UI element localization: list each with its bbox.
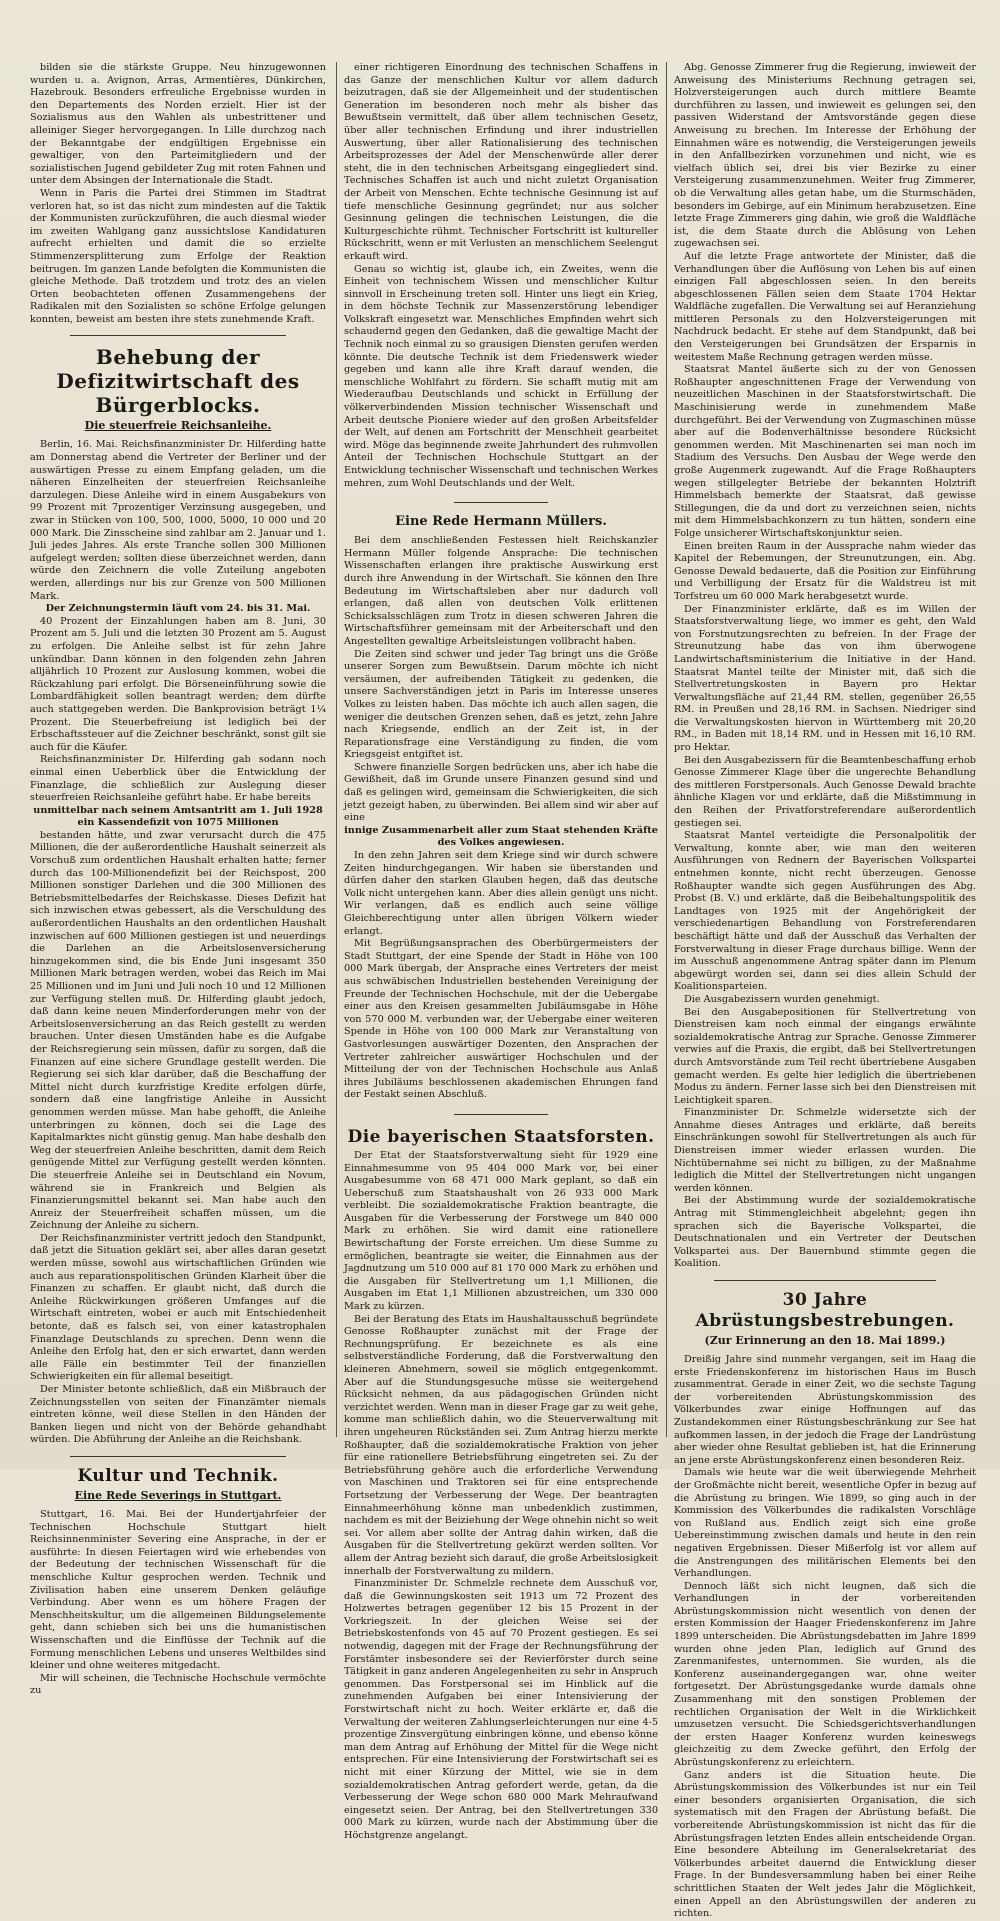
column-rule xyxy=(336,62,337,1437)
article-paragraph: Dennoch läßt sich nicht leugnen, daß sich die Verhandlungen in der vorbereitenden Abrüstungskommission nicht wesentlich von denen der ersten Kommission der Haager Friedenskonferenz im Jahre 1899 unterscheiden. Die Abrüstungsdebatten im Jahre 1899 wurden ohne jeden Plan, lediglich auf Grund des Zarenmanifestes, unternommen. Sie wurden, als die Konferenz auseinandergegangen war, ohne weiter fortgesetzt. Der Abrüstungsgedanke wurde damals ohne Zusammenhang mit den sonstigen Problemen der rechtlichen Organisation der Welt in die Wirklichkeit umzusetzen versucht. Die Schiedsgerichtsverhandlungen der ersten Haager Konferenz wurden keineswegs gleichzeitig zu dem Zwecke geführt, den Erfolg der Abrüstungskonferenz zu erleichtern. xyxy=(674,1580,976,1768)
column-left xyxy=(30,62,326,1697)
highlight-line: unmittelbar nach seinem Amtsantritt am 1. Juli 1928 ein Kassendefizit von 1075 Millionen xyxy=(33,804,323,829)
article-paragraph: Berlin, 16. Mai. Reichsfinanzminister Dr. Hilferding hatte am Donnerstag abend die Vertreter der Berliner und der auswärtigen Presse zu einem Empfang geladen, um die näheren Einzelheiten der steuerfreien Reichsanleihe darzulegen. Diese Anleihe wird in einem Ausgabekurs von 99 Prozent mit 7prozentiger Verzinsung ausgegeben, und zwar in Stücken von 100, 500, 1000, 5000, 10 000 und 20 000 Mark. Die Zinsscheine sind zahlbar am 2. Januar und 1. Juli jedes Jahres. Als erste Tranche sollen 300 Millionen aufgelegt werden; sollten diese überzeichnet werden, dann würde den Zeichnern die volle Zuteilung angeboten werden, allerdings nur bis zur Grenze von 500 Millionen Mark. xyxy=(30,439,326,602)
article-paragraph: In den zehn Jahren seit dem Kriege sind wir durch schwere Zeiten hindurchgegangen. Wir haben sie überstanden und dürfen daher den starken Glauben hegen, daß das deutsche Volk nicht untergehen kann. Aber dies allein genügt uns nicht. Wir verlangen, daß es endlich auch seine völlige Gleichberechtigung unter allen übrigen Völkern wieder erlangt. xyxy=(344,850,658,937)
separator xyxy=(70,1456,286,1457)
article-subheadline: Eine Rede Severings in Stuttgart. xyxy=(74,1488,282,1502)
article-paragraph: Der Finanzminister erklärte, daß es im Willen der Staatsforstverwaltung liege, wo immer es geht, den Wald von Forstnutzungsrechten zu befreien. In der Frage der Streunutzung habe das von ihm überwogene Landwirtschaftsministerium die Initiative in der Hand. Staatsrat Mantel teilte der Minister mit, daß sich die Stellvertretungskosten in Bayern pro Hektar Verwaltungsfläche auf 21,44 RM. stellen, gegenüber 26,55 RM. in Preußen und 28,16 RM. in Sachsen. Niedriger sind die Verwaltungskosten hiervon in Württemberg mit 20,20 RM., in Baden mit 18,14 RM. und in Hessen mit 16,10 RM. pro Hektar. xyxy=(674,603,976,754)
article-paragraph: Auf die letzte Frage antwortete der Minister, daß die Verhandlungen über die Auflösung von Lehen bis auf einen einzigen Fall abgeschlossen seien. In den bereits abgeschlossenen Fällen seien dem Staate 1704 Hektar Waldfläche zugefallen. Die Verwaltung sei auf Heranziehung mittleren Personals zu den Holzversteigerungen mit Nachdruck bedacht. Er stehe auf dem Standpunkt, daß bei den Versteigerungen bei Grundsätzen der Ersparnis in weitestem Maße Rechnung getragen werden müsse. xyxy=(674,250,976,363)
article-headline: Die bayerischen Staatsforsten. xyxy=(347,1126,655,1147)
article-subheadline: Eine Rede Hermann Müllers. xyxy=(395,514,607,530)
article-paragraph: Der Reichsfinanzminister vertritt jedoch den Standpunkt, daß jetzt die Situation geklärt sei, aber alles daran gesetzt werden müsse, sowohl aus wirtschaftlichen Gründen wie auch aus reparationspolitischen Gründen Klarheit über die Finanzen zu schaffen. Er glaubt nicht, daß durch die Anleihe Rückwirkungen größeren Umfanges auf die Wirtschaft eintreten, wobei er auch mit Entschiedenheit betonte, daß es falsch sei, von einer katastrophalen Finanzlage Deutschlands zu sprechen. Denn wenn die Anleihe den Erfolg hat, den er sich erwartet, dann werden alle Fälle ein bestimmter Teil der finanziellen Schwierigkeiten ein für allemal beseitigt. xyxy=(30,1232,326,1383)
article-paragraph: Mit Begrüßungsansprachen des Oberbürgermeisters der Stadt Stuttgart, der eine Spende der Stadt in Höhe von 100 000 Mark übergab, der Ansprache eines Vertreters der meist aus schwäbischen Industriellen bestehenden Vereinigung der Freunde der Technischen Hochschule, mit der die Uebergabe einer aus den Kreisen gesammelten Jubiläumsgabe in Höhe von 570 000 M. verbunden war, der Uebergabe einer weiteren Spende in Höhe von 100 000 Mark zur Veranstaltung von Gastvorlesungen auswärtiger Dozenten, den Ansprachen der Vertreter zahlreicher auswärtiger Hochschulen und der Mitteilung der von der Technischen Hochschule aus Anlaß ihres Jubiläums beschlossenen akademischen Ehrungen fand der Festakt seinen Abschluß. xyxy=(344,938,658,1101)
article-paragraph: bestanden hätte, und zwar verursacht durch die 475 Millionen, die der außerordentliche Haushalt seinerzeit als Vorschuß zum ordentlichen Haushalt erhalten hatte; ferner durch das 100-Millionendefizit bei der Reichspost, 200 Millionen sonstiger Darlehen und die 300 Millionen des Betriebsmittelbedarfes der Reichskasse. Dieses Defizit hat sich inzwischen etwas gebessert, als die Verschuldung des außerordentlichen Haushalts an den ordentlichen Haushalt inzwischen auf 600 Millionen gestiegen ist und neuerdings die Darlehen an die Arbeitslosenversicherung hinzugekommen sind, die bis Ende Juni insgesamt 350 Millionen Mark betragen werden, wobei das Reich im Mai 25 Millionen und im Juni und Juli noch 10 und 12 Millionen zur Verfügung stellen muß. Dr. Hilferding glaubt jedoch, daß dann keine neuen Minderforderungen mehr von der Arbeitslosenversicherung an das Reich gestellt zu werden brauchen. Unter diesen Umständen habe es die Aufgabe der Reichsregierung sein müssen, dafür zu sorgen, daß die Finanzen auf eine sichere Grundlage gestellt werden. Die Regierung sei sich klar darüber, daß die Beschaffung der Mittel nicht durch kurzfristige Kredite erfolgen dürfe, sondern daß eine langfristige Anleihe in Aussicht genommen werden müsse. Man habe gehofft, die Anleihe unterbringen zu können, doch sei die Lage des Kapitalmarktes nicht günstig genug. Man habe deshalb den Weg der steuerfreien Anleihe beschritten, damit dem Reich genügende Mittel zur Verfügung gestellt werden könnten. Die steuerfreie Anleihe sei in Deutschland ein Novum, während sie in Frankreich und Belgien als Finanzierungsmittel bekannt sei. Man habe auch den Anreiz der Steuerfreiheit schaffen müssen, um die Zeichnung der Anleihe zu sichern. xyxy=(30,829,326,1232)
article-headline: Behebung der Defizitwirtschaft des Bürgerblocks. xyxy=(56,345,300,418)
article-paragraph: 40 Prozent der Einzahlungen haben am 8. Juni, 30 Prozent am 5. Juli und die letzten 30 Prozent am 5. August zu erfolgen. Die Anleihe selbst ist für zehn Jahre unkündbar. Dann können in den folgenden zehn Jahren alljährlich 10 Prozent zur Auslosung kommen, wobei die Rückzahlung pari erfolgt. Die Börseneinführung sowie die Lombardfähigkeit sollen beantragt werden; dem dürfte auch stattgegeben werden. Die Bankprovision beträgt 1¼ Prozent. Die Steuerbefreiung ist lediglich bei der Erbschaftssteuer auf die Zeichner beschränkt, sonst gilt sie auch für die Käufer. xyxy=(30,615,326,753)
article-paragraph: Finanzminister Dr. Schmelzle rechnete dem Ausschuß vor, daß die Gewinnungskosten seit 1913 um 72 Prozent des Holzwertes betragen gegenüber 12 bis 15 Prozent in der Vorkriegszeit. In der gleichen Weise sei der Betriebskostenfonds von 45 auf 70 Prozent gestiegen. Es sei notwendig, dagegen mit der Frage der Rechnungsführung der Forstämter insbesondere sei der Revierförster durch seine Tätigkeit in ganz anderen Angelegenheiten zu sehr in Anspruch genommen. Das Forstpersonal sei im Hinblick auf die zunehmenden Aufgaben bei einer Intensivierung der Forstwirtschaft nicht zu hoch. Weiter erklärte er, daß die Verwaltung der weiteren Zahlungserleichterungen nur eine 4-5 prozentige Zinsvergütung einbringen könne, und ebenso könne man dem Antrag auf Erhöhung der Mittel für die Wege nicht entsprechen. Für eine Intensivierung der Forstwirtschaft sei es nicht mit einer Kürzung der Mittel, wie sie in dem sozialdemokratischen Antrag gefordert werde, getan, da die Verbesserung der Wege schon 680 000 Mark Mehraufwand eingesetzt seien. Der Antrag, bei den Stellvertretungen 330 000 Mark zu kürzen, wurde nach der Abstimmung über die Höchstgrenze angelangt. xyxy=(344,1578,658,1841)
article-paragraph: Der Etat der Staatsforstverwaltung sieht für 1929 eine Einnahmesumme von 95 404 000 Mark vor, bei einer Ausgabesumme von 68 471 000 Mark geplant, so daß ein Ueberschuß zum Staatshaushalt von 26 933 000 Mark verbleibt. Die sozialdemokratische Fraktion beantragte, die Ausgaben für die Verbesserung der Forstwege um 840 000 Mark zu erhöhen. Sie wird damit eine rationellere Bewirtschaftung der Forste erreichen. Um diese Summe zu ermöglichen, beantragte sie weiter, die Einnahmen aus der Jagdnutzung um 510 000 auf 81 170 000 Mark zu erhöhen und die Ausgaben für Stellvertretung um 1,1 Millionen, die Ausgaben im Etat 1,1 Millionen abzustreichen, um 330 000 Mark zu kürzen. xyxy=(344,1149,658,1313)
article-paragraph: Mir will scheinen, die Technische Hochschule vermöchte zu xyxy=(30,1672,326,1697)
separator xyxy=(454,502,548,503)
separator xyxy=(70,335,286,336)
article-headline: Kultur und Technik. xyxy=(77,1465,279,1486)
article-paragraph: Ganz anders ist die Situation heute. Die Abrüstungskommission des Völkerbundes ist nur ein Teil einer besonders organisierten Organisation, die sich systematisch mit den Fragen der Abrüstung befaßt. Die vorbereitende Abrüstungskommission ist nicht das für die Abrüstungsfragen letzten Endes allein entscheidende Organ. Eine besondere Abteilung im Generalsekretariat des Völkerbundes arbeitet dauernd die Entwicklung dieser Frage. In der Bundesversammlung haben bei einer Reihe schrittlichen Staaten der Welt jedes Jahr die Möglichkeit, einen Appell an den Abrüstungswillen der anderen zu richten. xyxy=(674,1769,976,1920)
article-paragraph: Finanzminister Dr. Schmelzle widersetzte sich der Annahme dieses Antrages und erklärte, daß bereits Einschränkungen sowohl für Stellvertretungen als auch für Dienstreisen immer wieder erlassen wurden. Die Nichtübernahme sei nicht zu billigen, zu der Maßnahme lediglich die Mittel der Stellvertretungen nicht ungangen werden können. xyxy=(674,1107,976,1194)
article-paragraph: Staatsrat Mantel äußerte sich zu der von Genossen Roßhaupter angeschnittenen Frage der Verwendung von neuzeitlichen Maschinen in der Staatsforstwirtschaft. Die Maschinisierung werde in zunehmendem Maße durchgeführt. Bei der Verwendung von Zugmaschinen müsse aber auf die Bodenverhältnisse besondere Rücksicht genommen werden. Mit Maschinenarten sei man noch im Stadium des Versuchs. Den Ausbau der Wege werde den große Augenmerk zugewandt. Auf die Frage Roßhaupters wegen stillgelegter Betriebe der bekannten Holztrift Himmelsbach bemerkte der Staatsrat, daß gewisse Stillegungen, die da und dort zu verzeichnen seien, nichts mit dem Himmelsbachkonzern zu tun hätten, sondern eine Folge unsicherer Wirtschaftskonjunktur seien. xyxy=(674,364,976,539)
article-paragraph: Reichsfinanzminister Dr. Hilferding gab sodann noch einmal einen Ueberblick über die Entwicklung der Finanzlage, die schließlich zur Auslegung dieser steuerfreien Reichsanleihe geführt habe. Er habe bereits xyxy=(30,754,326,804)
article-paragraph: einer richtigeren Einordnung des technischen Schaffens in das Ganze der menschlichen Kultur vor allem dadurch beizutragen, daß sie der Allgemeinheit und der studentischen Generation im besonderen noch mehr als bisher das Bewußtsein vermittelt, daß über allem technischen Gesetz, über aller technischen Erfindung und ihrer industriellen Auswertung, über aller Rationalisierung des technischen Arbeitsprozesses der Adel der Menschenwürde aller derer steht, die in den technischen Arbeitsgang eingegliedert sind. Technisches Schaffen ist auch und nicht zuletzt Organisation der Arbeit von Menschen. Echte technische Gesinnung ist auf tiefe menschliche Gesinnung gegründet; nur aus solcher Gesinnung gelingen die technischen Leistungen, die die Kulturgeschichte rühmt. Technischer Fortschritt ist kultureller Rückschritt, wenn er mit Verlusten an menschlichem Seelengut erkauft wird. xyxy=(344,62,658,262)
article-paragraph: Wenn in Paris die Partei drei Stimmen im Stadtrat verloren hat, so ist das nicht zum mindesten auf die Taktik der Kommunisten zurückzuführen, die auch diesmal wieder im zweiten Wahlgang ganz aussichtslose Kandidaturen aufrecht erhielten und damit die so erzielte Stimmenzersplitterung zum Erfolge der Reaktion beitrugen. Im ganzen Lande befolgten die Kommunisten die gleiche Methode. Daß trotzdem und trotz des an vielen Orten beobachteten offenen Zusammengehens der Radikalen mit den Sozialisten so schöne Erfolge gelungen konnten, beweist am besten ihre stets zunehmende Kraft. xyxy=(30,187,326,325)
column-right xyxy=(674,62,976,1920)
article-paragraph: Die Ausgabezissern wurden genehmigt. xyxy=(684,993,880,1005)
article-paragraph: Bei dem anschließenden Festessen hielt Reichskanzler Hermann Müller folgende Ansprache: Die technischen Wissenschaften erlangen ihre praktische Auswirkung erst durch ihre Anwendung in der Wirtschaft. Sie können den Ihre Bedeutung im Wirtschaftsleben aber nur dadurch voll erlangen, daß allen von deutschen Volk erlittenen Schicksalsschlägen zum Trotz in diesen schweren Jahren die Wirtschaftsführer gemeinsam mit der Arbeiterschaft und den Angestellten gewaltige Arbeitsleistungen vollbracht haben. xyxy=(344,535,658,647)
article-paragraph: Damals wie heute war die weit überwiegende Mehrheit der Großmächte nicht bereit, wesentliche Opfer in bezug auf die Abrüstung zu bringen. Wie 1899, so ging auch in der Kommission des Völkerbundes die radikalsten Vorschläge von Rußland aus. Endlich zeigt sich eine große Uebereinstimmung zwischen damals und heute in den rein negativen Ergebnissen. Dieser Mißerfolg ist vor allem auf die Anstrengungen des militärischen Elements bei den Verhandlungen. xyxy=(674,1467,976,1580)
article-paragraph: Genau so wichtig ist, glaube ich, ein Zweites, wenn die Einheit von technischem Wissen und menschlicher Kultur sinnvoll in Erscheinung treten soll. Hinter uns liegt ein Krieg, in dem höchste Technik zur Massenzerstörung lebendiger Volkskraft eingesetzt war. Menschliches Empfinden wehrt sich schaudernd gegen den Gedanken, daß die gewaltige Macht der Technik noch einmal zu so grausigen Diensten gerufen werden könnte. Die deutsche Technik ist dem Friedenswerk wieder gegeben und kann alle ihre Kraft darauf wenden, die menschliche Wohlfahrt zu fördern. Sie schafft mutig mit am Wiederaufbau Deutschlands und schickt in Erfüllung der völkerverbindenden Mission technischer Wissenschaft und Arbeit deutsche Pioniere wieder auf den großen Arbeitsfelder der Welt, auf denen am Fortschritt der Menschheit gearbeitet wird. Möge das beginnende zweite Jahrhundert des ruhmvollen Anteil der Technischen Hochschule Stuttgart an der Entwicklung technischer Wissenschaft und technischen Werkes mehren, zum Wohl Deutschlands und der Welt. xyxy=(344,263,658,489)
article-paragraph: Die Zeiten sind schwer und jeder Tag bringt uns die Größe unserer Sorgen zum Bewußtsein. Darum möchte ich nicht versäumen, der aufreibenden Tätigkeit zu gedenken, die unsere Sachverständigen jetzt in Paris im Interesse unseres Volkes zu leisten haben. Das möchte ich auch allen sagen, die weniger die deutschen Grenzen sehen, daß es jetzt, zehn Jahre nach Kriegsende, endlich an der Zeit ist, in der Reparationsfrage eine Verständigung zu finden, die vom Kriegsgeist entgiftet ist. xyxy=(344,648,658,761)
article-headline: 30 Jahre Abrüstungsbestrebungen. xyxy=(695,1290,955,1331)
article-paragraph: Bei der Beratung des Etats im Haushaltausschuß begründete Genosse Roßhaupter zunächst mit der Frage der Rechnungsprüfung. Er bezeichnete es als eine selbstverständliche Forderung, daß die Forstverwaltung den kleineren Abnehmern, soweil sie möglich entgegenkommt. Aber auf die Stundungsgesuche müsse sie weitergehend Rücksicht nehmen, da aus pädagogischen Gründen nicht verzichtet werden. Wenn man in dieser Frage gar zu weit gehe, komme man schließlich dahin, wo die Steuerverwaltung mit ihren ungeheuren Rückständen sei. Zum Antrag hierzu merkte Roßhaupter, daß die sozialdemokratische Fraktion von jeher für eine rationellere Betriebsführung eingetreten sei. Zu der Betriebsführung gehöre auch die erforderliche Verwendung von Maschinen und Traktoren sei für eine entsprechende Fortsetzung der Verbesserung der Wege. Der beantragten Einnahmeerhöhung könne man unbedenklich zustimmen, nachdem es mit der Beiziehung der Wege ohnehin nicht so weit sei. Vor allem aber sollte der Antrag dahin wirken, daß die Ausgaben für die Stellvertretung gekürzt werden sollten. Vor allem der Antrag bezieht sich darauf, die große Arbeitslosigkeit innerhalb der Forstverwaltung zu mildern. xyxy=(344,1313,658,1577)
separator xyxy=(714,1280,936,1281)
article-paragraph: Abg. Genosse Zimmerer frug die Regierung, inwieweit der Anweisung des Ministeriums Rechnung getragen sei, Holzversteigerungen auch durch mittlere Beamte durchführen zu lassen, und inwieweit es gelungen sei, den passiven Widerstand der Amtsvorstände gegen diese Anweisung zu brechen. Im Interesse der Erhöhung der Einnahmen wäre es notwendig, die Versteigerungen jeweils in den Anfallbezirken vorzunehmen und nicht, wie es vielfach üblich sei, drei bis vier Bezirke zu einer Versteigerung zusammenzunehmen. Weiter frug Zimmerer, ob die Verwaltung alles getan habe, um die Sturmschäden, besonders im Gebirge, auf ein Minimum herabzusetzen. Eine letzte Frage Zimmerers ging dahin, wie groß die Waldfläche ist, die dem Staate durch die Ablösung von Lehen zugewachsen sei. xyxy=(674,62,976,250)
article-subheadline: Die steuerfreie Reichsanleihe. xyxy=(84,419,272,433)
article-paragraph: Bei den Ausgabepositionen für Stellvertretung von Dienstreisen kam noch einmal der eingangs erwähnte sozialdemokratische Antrag zur Sprache. Genosse Zimmerer verwies auf die Praxis, die ergibt, daß bei Stellvertretungen durch Amtsvorstände zum Teil recht übertriebene Ausgaben gemacht werden. Es gelte hier lediglich die übertriebenen Modus zu ändern. Ferner lasse sich bei den Dienstreisen mit Leichtigkeit sparen. xyxy=(674,1006,976,1106)
separator xyxy=(454,1114,548,1115)
article-paragraph: Schwere finanzielle Sorgen bedrücken uns, aber ich habe die Gewißheit, daß im Grunde unsere Finanzen gesund sind und daß es gelingen wird, gemeinsam die Schwierigkeiten, die sich jetzt gezeigt haben, zu überwinden. Bei allem sind wir aber auf eine xyxy=(344,761,658,824)
article-subheadline: (Zur Erinnerung an den 18. Mai 1899.) xyxy=(704,1334,946,1347)
article-paragraph: bilden sie die stärkste Gruppe. Neu hinzugewonnen wurden u. a. Avignon, Arras, Armentières, Dünkirchen, Hazebrouk. Besonders erfreuliche Ergebnisse wurden in den Departements des Norden erzielt. Hier ist der Sozialismus aus den Wahlen als unbestrittener und alleiniger Sieger hervorgegangen. In Lille durchzog nach der Bekanntgabe der endgültigen Ergebnisse ein gewaltiger, von den Parteimitgliedern und der sozialistischen Jugend gebildeter Zug mit roten Fahnen und unter dem Absingen der Internationale die Stadt. xyxy=(30,62,326,187)
highlight-line: Der Zeichnungstermin läuft vom 24. bis 31. Mai. xyxy=(45,603,311,615)
column-middle xyxy=(344,62,658,1841)
article-paragraph: Einen breiten Raum in der Aussprache nahm wieder das Kapitel der Rebemungen, der Streunutzungen, ein. Abg. Genosse Dewald bedauerte, daß die Position zur Einführung und Verbilligung der Ersatz für die Waldstreu ist mit Torfstreu um 60 000 Mark herabgesetzt wurde. xyxy=(674,540,976,602)
article-paragraph: Bei den Ausgabezissern für die Beamtenbeschaffung erhob Genosse Zimmerer Klage über die ungerechte Behandlung des mittleren Forstpersonals. Auch Genosse Dewald brachte ähnliche Klagen vor und erklärte, daß die Mißstimmung in den Reihen der Privatforstreferendare außerordentlich gestiegen sei. xyxy=(674,754,976,829)
column-rule xyxy=(666,62,667,1437)
article-paragraph: Staatsrat Mantel verteidigte die Personalpolitik der Verwaltung, konnte aber, wie man den weiteren Ausführungen von Rednern der Bayerischen Volkspartei entnehmen konnte, nicht recht überzeugen. Genosse Roßhaupter wandte sich gegen Ausführungen des Abg. Probst (B. V.) und erklärte, daß die Beibehaltungspolitik des Landtages von 1925 mit der Angehörigkeit der verschiedenartigen Behandlung von Forstreferendaren beschäftigt hätte und daß der Ausschuß das Verhalten der Forstverwaltung in dieser Frage durchaus billige. Wenn der im Ausschuß angenommene Antrag später dann im Plenum abgewürgt worden sei, dann sei dies allein Schuld der Koalitionsparteien. xyxy=(674,830,976,993)
article-paragraph: Stuttgart, 16. Mai. Bei der Hundertjahrfeier der Technischen Hochschule Stuttgart hielt Reichsinnenminister Severing eine Ansprache, in der er ausführte: In diesen Feiertagen wird wie erhebendes von der Bedeutung der technischen Wissenschaft für die menschliche Kultur gesprochen werden. Technik und Zivilisation haben eine unserem Denken geläufige Verbindung. Aber wenn es um höhere Fragen der Menschheitskultur, um die allgemeinen Bildungselemente geht, dann schieben sich bei uns die humanistischen Wissenschaften und die Einflüsse der Technik auf die Formung menschlichen Lebens und unseres Weltbildes sind kleiner und ohne weiteres mitgedacht. xyxy=(30,1508,326,1672)
article-paragraph: Dreißig Jahre sind nunmehr vergangen, seit im Haag die erste Friedenskonferenz im historischen Haus im Busch zusammentrat. Gerade in einer Zeit, wo die sechste Tagung der vorbereitenden Abrüstungskommission des Völkerbundes zwar einige Hoffnungen auf das Zustandekommen einer Rüstungsbeschränkung zur See hat aufkommen lassen, in der jedoch die Frage der Landrüstung aber wieder ohne Resultat geblieben ist, hat die Erinnerung an jene erste Abrüstungskonferenz einen besonderen Reiz. xyxy=(674,1354,976,1466)
article-paragraph: Der Minister betonte schließlich, daß ein Mißbrauch der Zeichnungsstellen von seiten der Finanzämter niemals eintreten könne, weil diese Stellen in den Händen der Banken liegen und nicht von der Behörde gehandhabt würden. Die Abführung der Anleihe an die Reichsbank. xyxy=(30,1384,326,1446)
article-paragraph: Bei der Abstimmung wurde der sozialdemokratische Antrag mit Stimmengleichheit abgelehnt; gegen ihn sprachen sich die Bayerische Volkspartei, die Deutschnationalen und ein Vertreter der Deutschen Volkspartei aus. Der Bauernbund stimmte gegen die Koalition. xyxy=(674,1195,976,1270)
highlight-line: innige Zusammenarbeit aller zum Staat stehenden Kräfte des Volkes angewiesen. xyxy=(344,824,658,849)
